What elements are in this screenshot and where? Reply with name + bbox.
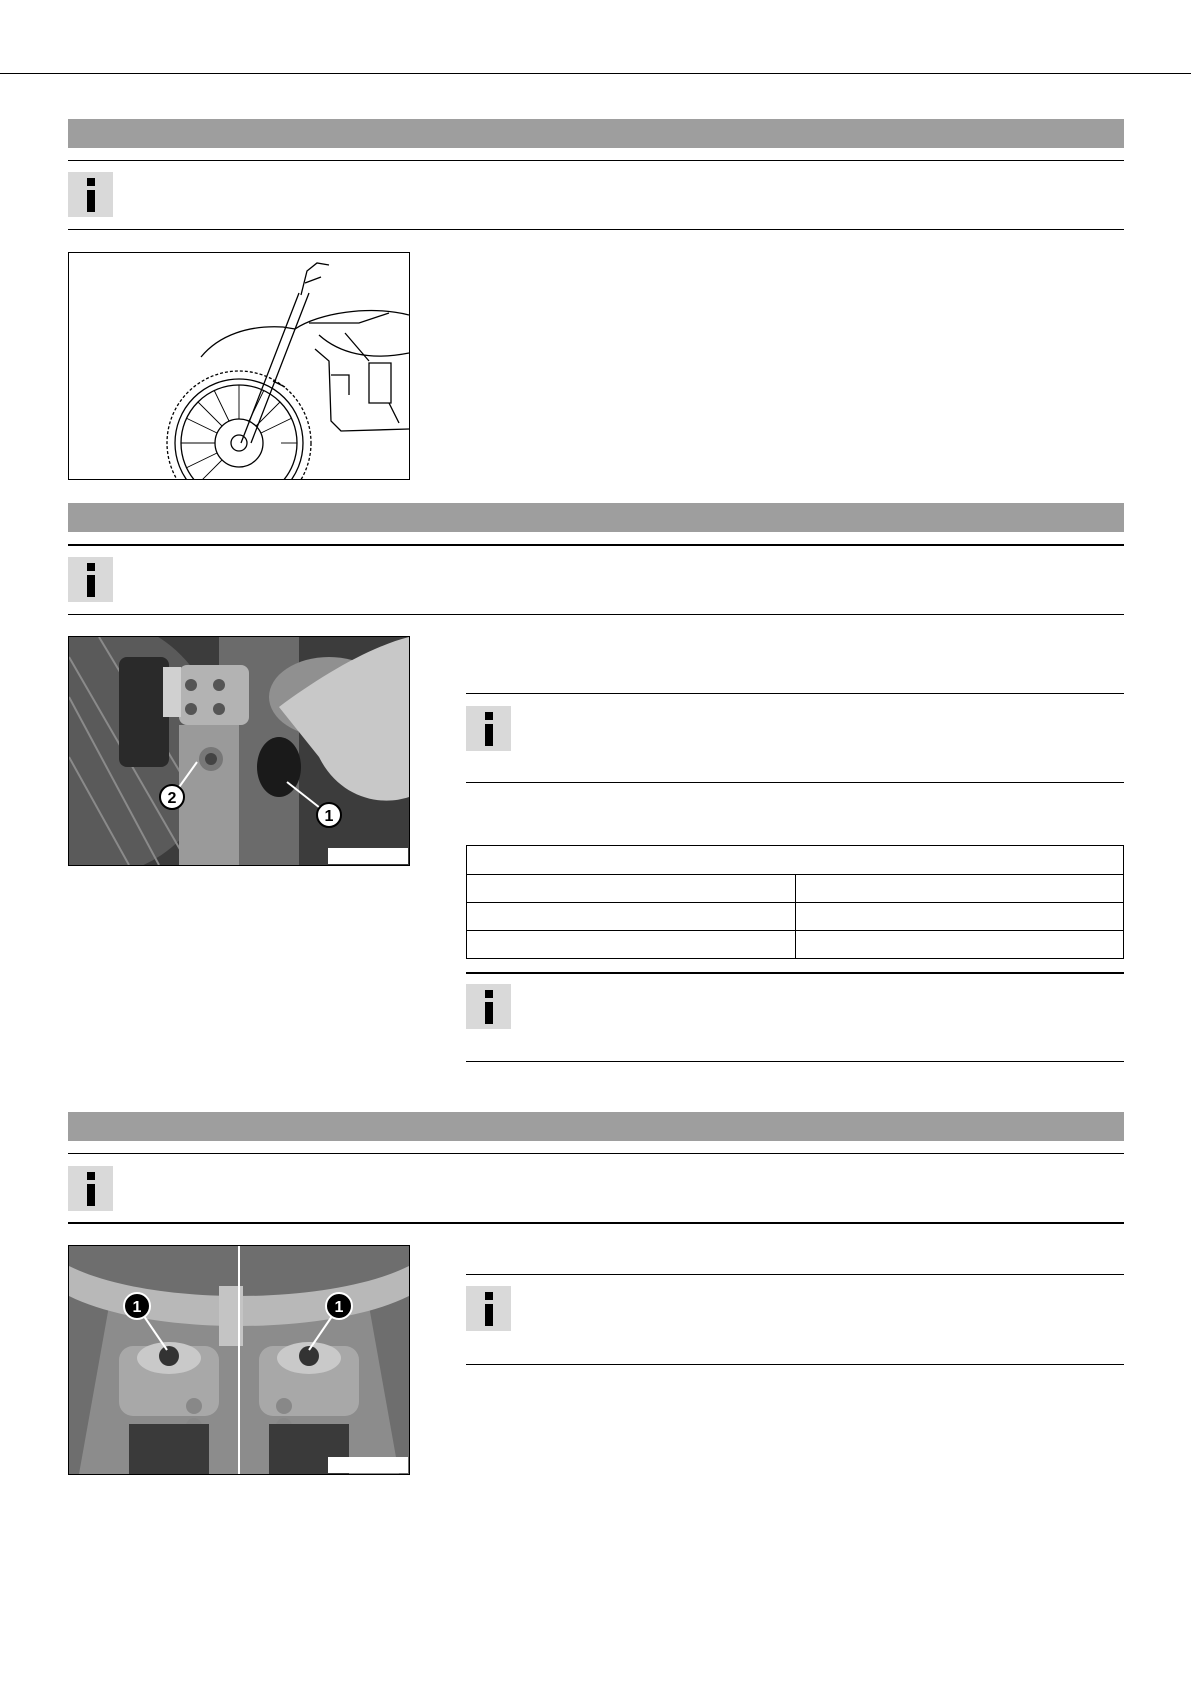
table-cell <box>467 931 796 959</box>
callout-1-left: 1 <box>132 1299 142 1316</box>
header-rule <box>0 73 1191 74</box>
table-cell <box>467 875 796 903</box>
callout-1: 1 <box>324 808 334 825</box>
note-top-rule <box>68 544 1124 546</box>
section-heading-bar <box>68 119 1124 148</box>
table-cell <box>467 903 796 931</box>
motorcycle-side-illustration <box>68 252 410 480</box>
callout-1-right: 1 <box>334 1299 344 1316</box>
table-header-row <box>467 846 1124 875</box>
figure-code <box>328 1457 408 1473</box>
table-row <box>467 875 1124 903</box>
note-bottom-rule <box>466 782 1124 783</box>
table-header-cell <box>467 846 1124 875</box>
callout-2: 2 <box>167 790 177 807</box>
note-top-rule <box>68 1153 1124 1154</box>
note-bottom-rule <box>466 1061 1124 1062</box>
section-title <box>68 1112 1124 1120</box>
note-bottom-rule <box>68 614 1124 615</box>
section-title <box>68 119 1124 127</box>
section-heading-bar <box>68 1112 1124 1141</box>
fork-top-adjusters-photo <box>68 1245 410 1475</box>
note-bottom-rule <box>68 1222 1124 1224</box>
table-row <box>467 903 1124 931</box>
info-icon <box>68 1166 113 1211</box>
table-cell <box>795 931 1124 959</box>
info-icon <box>68 172 113 217</box>
info-icon <box>68 557 113 602</box>
note-top-rule <box>466 972 1124 974</box>
note-top-rule <box>68 160 1124 161</box>
note-top-rule <box>466 1274 1124 1275</box>
note-bottom-rule <box>68 229 1124 230</box>
info-icon <box>466 706 511 751</box>
table-row <box>467 931 1124 959</box>
section-title <box>68 503 1124 511</box>
table-cell <box>795 875 1124 903</box>
table-cell <box>795 903 1124 931</box>
info-icon <box>466 984 511 1029</box>
note-bottom-rule <box>466 1364 1124 1365</box>
figure-code <box>328 848 408 864</box>
spec-table <box>466 845 1124 959</box>
section-heading-bar <box>68 503 1124 532</box>
note-top-rule <box>466 693 1124 694</box>
info-icon <box>466 1286 511 1331</box>
fork-bleeder-photo <box>68 636 410 866</box>
